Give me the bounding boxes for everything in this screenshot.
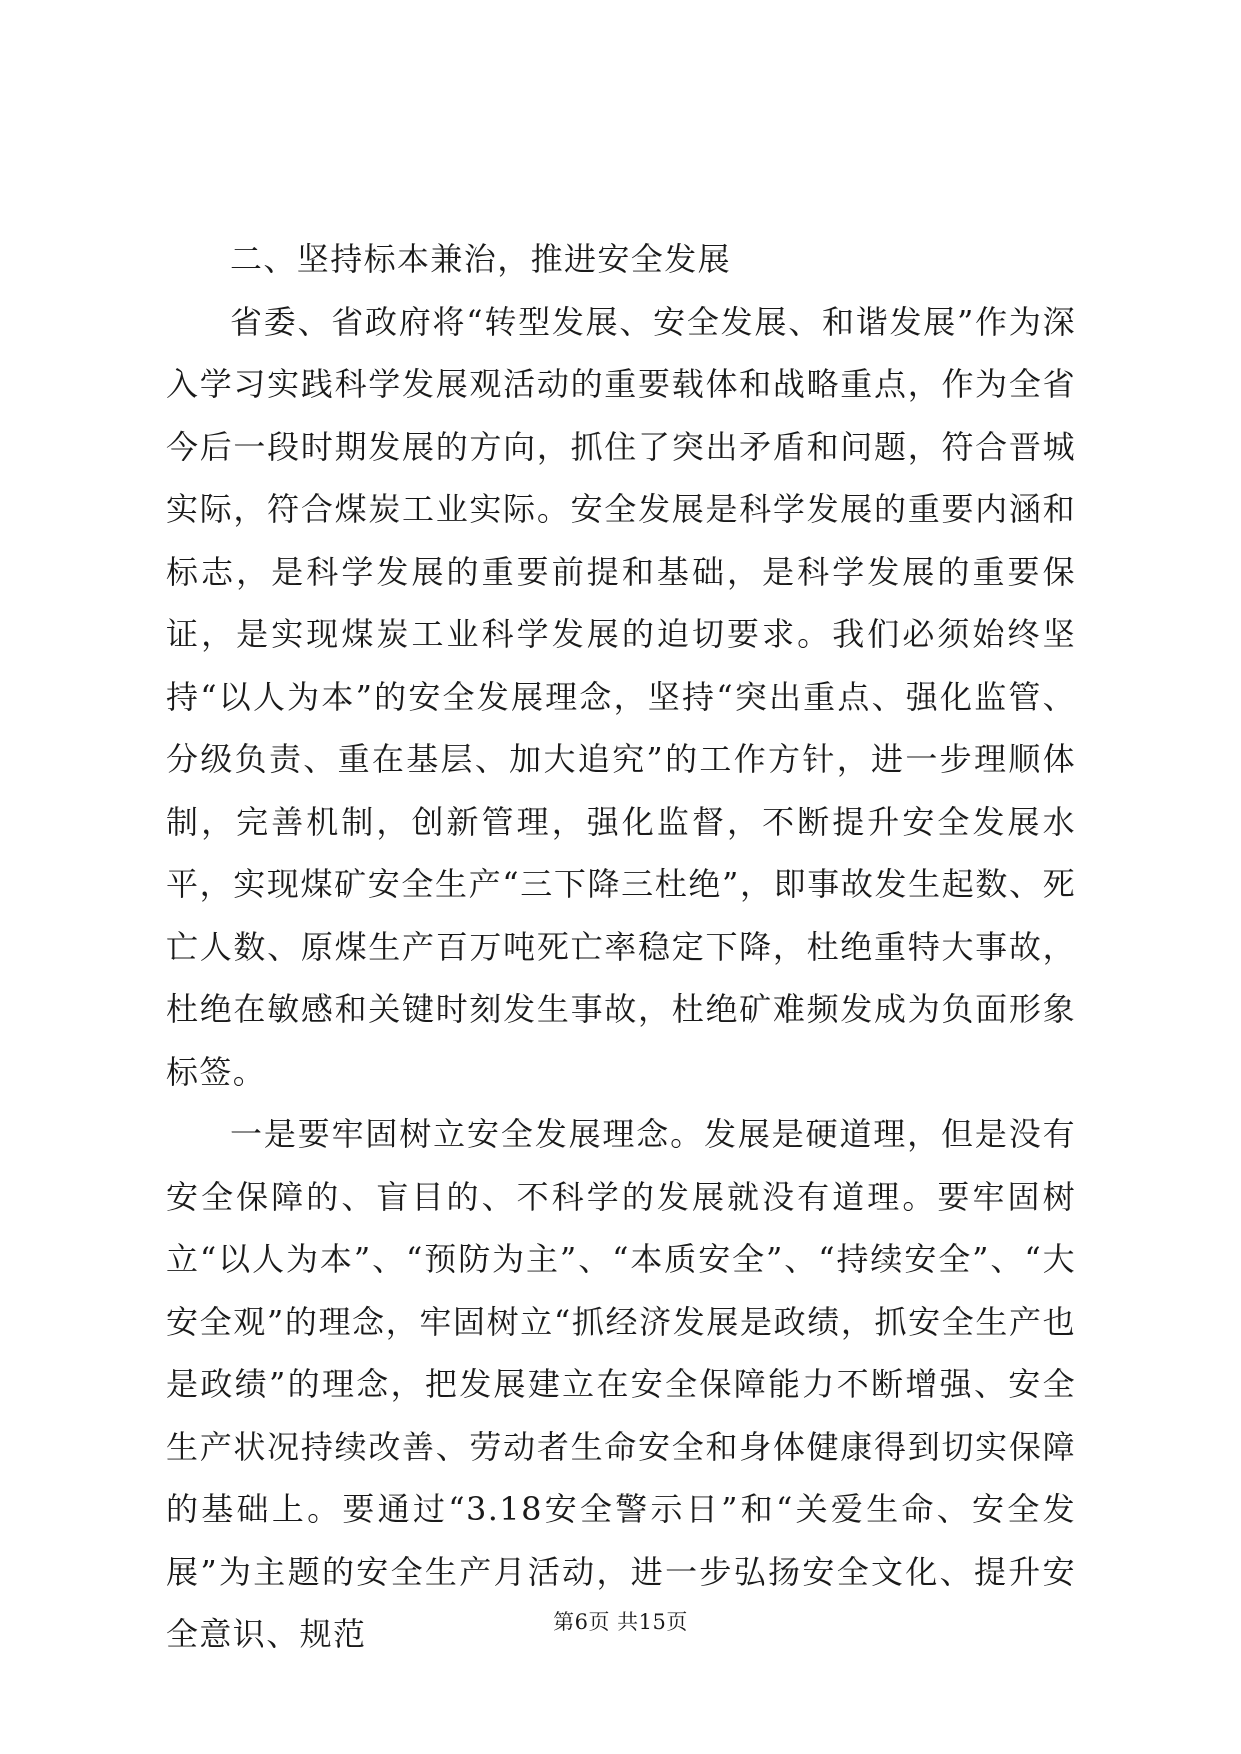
section-heading: 二、坚持标本兼治，推进安全发展	[230, 240, 732, 278]
page-number-footer: 第6页 共15页	[553, 1610, 688, 1634]
paragraph-1: 省委、省政府将“转型发展、安全发展、和谐发展”作为深入学习实践科学发展观活动的重要载体和战略重点，作为全省今后一段时期发展的方向，抓住了突出矛盾和问题，符合晋城实际，符合煤炭工业实际。安全发展是科学发展的重要内涵和标志，是科学发展的重要前提和基础，是科学发展的重要保证，是实现煤炭工业科学发展的迫切要求。我们必须始终坚持“以人为本”的安全发展理念，坚持“突出重点、强化监管、分级负责、重在基层、加大追究”的工作方针，进一步理顺体制，完善机制，创新管理，强化监督，不断提升安全发展水平，实现煤矿安全生产“三下降三杜绝”，即事故发生起数、死亡人数、原煤生产百万吨死亡率稳定下降，杜绝重特大事故，杜绝在敏感和关键时刻发生事故，杜绝矿难频发成为负面形象标签。	[166, 302, 1076, 1091]
document-body	[166, 228, 1076, 1666]
paragraph-2: 一是要牢固树立安全发展理念。发展是硬道理，但是没有安全保障的、盲目的、不科学的发展就没有道理。要牢固树立“以人为本”、“预防为主”、“本质安全”、“持续安全”、“大安全观”的理念，牢固树立“抓经济发展是政绩，抓安全生产也是政绩”的理念，把发展建立在安全保障能力不断增强、安全生产状况持续改善、劳动者生命安全和身体健康得到切实保障的基础上。要通过“3.18安全警示日”和“关爱生命、安全发展”为主题的安全生产月活动，进一步弘扬安全文化、提升安全意识、规范	[166, 1115, 1076, 1653]
